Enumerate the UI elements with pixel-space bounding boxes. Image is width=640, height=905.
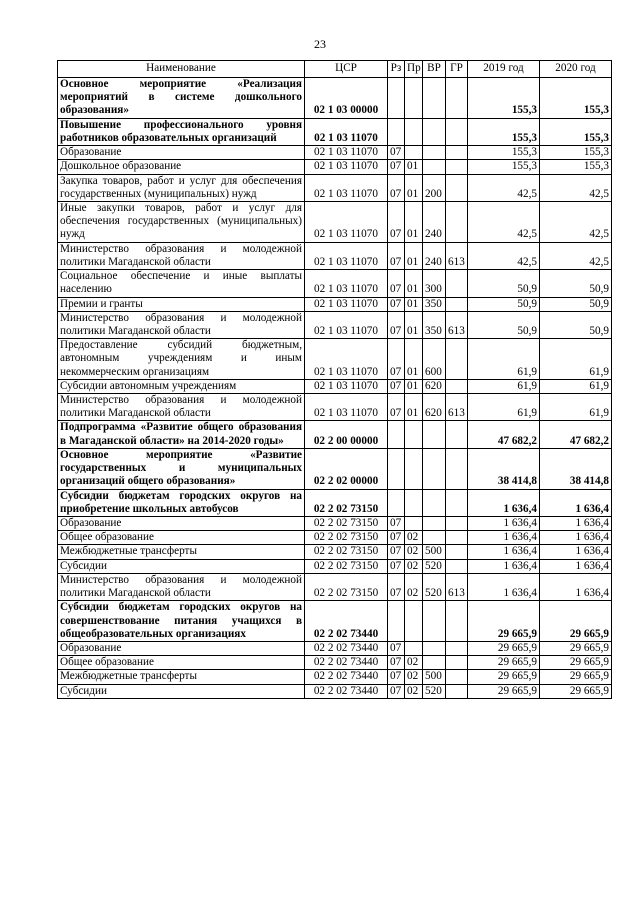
table-header-row bbox=[58, 61, 612, 78]
row-name: Субсидии bbox=[58, 559, 305, 573]
row-rz: 07 bbox=[388, 531, 405, 545]
row-gr bbox=[446, 489, 468, 516]
row-amount-2019: 29 665,9 bbox=[468, 641, 540, 655]
row-vr bbox=[423, 641, 446, 655]
row-name: Образование bbox=[58, 146, 305, 160]
row-csr: 02 1 03 11070 bbox=[305, 270, 388, 297]
row-gr: 613 bbox=[446, 573, 468, 600]
table-row bbox=[58, 601, 612, 642]
row-vr: 350 bbox=[423, 311, 446, 338]
row-amount-2019: 61,9 bbox=[468, 394, 540, 421]
header-vr: ВР bbox=[423, 61, 446, 78]
row-amount-2019: 1 636,4 bbox=[468, 559, 540, 573]
row-amount-2020: 155,3 bbox=[540, 78, 612, 119]
row-amount-2020: 61,9 bbox=[540, 379, 612, 393]
table-row bbox=[58, 531, 612, 545]
row-name: Субсидии бюджетам городских округов на приобретение школьных автобусов bbox=[58, 489, 305, 516]
row-amount-2020: 1 636,4 bbox=[540, 531, 612, 545]
row-amount-2019: 42,5 bbox=[468, 242, 540, 269]
row-rz: 07 bbox=[388, 641, 405, 655]
row-name: Министерство образования и молодежной политики Магаданской области bbox=[58, 394, 305, 421]
row-gr bbox=[446, 146, 468, 160]
row-pr: 02 bbox=[405, 559, 423, 573]
row-gr: 613 bbox=[446, 242, 468, 269]
row-amount-2019: 1 636,4 bbox=[468, 545, 540, 559]
row-pr: 01 bbox=[405, 339, 423, 380]
row-csr: 02 1 03 11070 bbox=[305, 379, 388, 393]
row-name: Субсидии бюджетам городских округов на совершенствование питания учащихся в общеобразовательных организациях bbox=[58, 601, 305, 642]
row-name: Премии и гранты bbox=[58, 297, 305, 311]
row-gr bbox=[446, 78, 468, 119]
row-amount-2019: 29 665,9 bbox=[468, 601, 540, 642]
header-name: Наименование bbox=[58, 61, 305, 78]
row-amount-2019: 42,5 bbox=[468, 174, 540, 201]
row-name: Закупка товаров, работ и услуг для обеспечения государственных (муниципальных) нужд bbox=[58, 174, 305, 201]
row-amount-2019: 29 665,9 bbox=[468, 670, 540, 684]
row-gr bbox=[446, 421, 468, 448]
row-vr bbox=[423, 601, 446, 642]
row-amount-2020: 38 414,8 bbox=[540, 448, 612, 489]
row-vr bbox=[423, 489, 446, 516]
row-amount-2019: 47 682,2 bbox=[468, 421, 540, 448]
row-amount-2019: 29 665,9 bbox=[468, 656, 540, 670]
row-vr bbox=[423, 421, 446, 448]
row-amount-2020: 47 682,2 bbox=[540, 421, 612, 448]
row-amount-2020: 1 636,4 bbox=[540, 545, 612, 559]
row-name: Министерство образования и молодежной политики Магаданской области bbox=[58, 573, 305, 600]
table-row bbox=[58, 78, 612, 119]
row-amount-2019: 1 636,4 bbox=[468, 489, 540, 516]
row-amount-2019: 155,3 bbox=[468, 146, 540, 160]
row-gr bbox=[446, 531, 468, 545]
row-gr bbox=[446, 601, 468, 642]
table-row bbox=[58, 174, 612, 201]
row-amount-2020: 29 665,9 bbox=[540, 670, 612, 684]
table-row bbox=[58, 394, 612, 421]
row-pr: 01 bbox=[405, 311, 423, 338]
row-amount-2020: 1 636,4 bbox=[540, 489, 612, 516]
table-row bbox=[58, 201, 612, 242]
row-name: Межбюджетные трансферты bbox=[58, 545, 305, 559]
row-rz: 07 bbox=[388, 146, 405, 160]
table-row bbox=[58, 160, 612, 174]
table-row bbox=[58, 670, 612, 684]
row-amount-2020: 61,9 bbox=[540, 339, 612, 380]
row-rz: 07 bbox=[388, 174, 405, 201]
row-vr bbox=[423, 118, 446, 145]
header-rz: Рз bbox=[388, 61, 405, 78]
row-csr: 02 1 03 11070 bbox=[305, 118, 388, 145]
row-vr: 500 bbox=[423, 545, 446, 559]
table-row bbox=[58, 421, 612, 448]
row-csr: 02 2 02 73150 bbox=[305, 545, 388, 559]
row-rz: 07 bbox=[388, 311, 405, 338]
row-csr: 02 2 02 73150 bbox=[305, 559, 388, 573]
row-gr bbox=[446, 670, 468, 684]
row-csr: 02 2 02 73440 bbox=[305, 641, 388, 655]
row-name: Повышение профессионального уровня работников образовательных организаций bbox=[58, 118, 305, 145]
row-amount-2019: 29 665,9 bbox=[468, 684, 540, 698]
row-csr: 02 1 03 00000 bbox=[305, 78, 388, 119]
row-amount-2019: 38 414,8 bbox=[468, 448, 540, 489]
header-gr: ГР bbox=[446, 61, 468, 78]
row-vr: 500 bbox=[423, 670, 446, 684]
row-csr: 02 1 03 11070 bbox=[305, 311, 388, 338]
row-amount-2020: 61,9 bbox=[540, 394, 612, 421]
header-pr: Пр bbox=[405, 61, 423, 78]
row-csr: 02 2 02 73440 bbox=[305, 684, 388, 698]
row-csr: 02 2 02 73150 bbox=[305, 573, 388, 600]
row-amount-2019: 1 636,4 bbox=[468, 531, 540, 545]
row-vr bbox=[423, 656, 446, 670]
row-name: Министерство образования и молодежной политики Магаданской области bbox=[58, 242, 305, 269]
row-rz bbox=[388, 489, 405, 516]
row-gr bbox=[446, 160, 468, 174]
row-csr: 02 2 00 00000 bbox=[305, 421, 388, 448]
row-rz: 07 bbox=[388, 656, 405, 670]
row-name: Министерство образования и молодежной политики Магаданской области bbox=[58, 311, 305, 338]
row-pr bbox=[405, 421, 423, 448]
row-gr bbox=[446, 517, 468, 531]
row-pr bbox=[405, 448, 423, 489]
row-rz: 07 bbox=[388, 270, 405, 297]
row-vr: 520 bbox=[423, 684, 446, 698]
row-csr: 02 1 03 11070 bbox=[305, 394, 388, 421]
row-gr bbox=[446, 297, 468, 311]
row-rz: 07 bbox=[388, 379, 405, 393]
row-csr: 02 2 02 73150 bbox=[305, 517, 388, 531]
budget-table bbox=[57, 60, 612, 699]
table-row bbox=[58, 489, 612, 516]
row-csr: 02 2 02 73150 bbox=[305, 531, 388, 545]
row-amount-2019: 42,5 bbox=[468, 201, 540, 242]
row-rz: 07 bbox=[388, 339, 405, 380]
row-name: Дошкольное образование bbox=[58, 160, 305, 174]
row-vr: 520 bbox=[423, 573, 446, 600]
row-rz: 07 bbox=[388, 573, 405, 600]
row-rz bbox=[388, 448, 405, 489]
row-pr: 02 bbox=[405, 573, 423, 600]
row-amount-2019: 1 636,4 bbox=[468, 517, 540, 531]
row-vr bbox=[423, 531, 446, 545]
table-row bbox=[58, 270, 612, 297]
row-gr bbox=[446, 656, 468, 670]
row-amount-2020: 50,9 bbox=[540, 297, 612, 311]
row-vr bbox=[423, 146, 446, 160]
table-row bbox=[58, 379, 612, 393]
row-amount-2020: 29 665,9 bbox=[540, 641, 612, 655]
row-rz bbox=[388, 421, 405, 448]
row-name: Субсидии bbox=[58, 684, 305, 698]
row-gr bbox=[446, 174, 468, 201]
row-gr bbox=[446, 201, 468, 242]
row-vr bbox=[423, 160, 446, 174]
row-gr bbox=[446, 559, 468, 573]
row-pr: 02 bbox=[405, 684, 423, 698]
row-pr bbox=[405, 78, 423, 119]
row-gr bbox=[446, 118, 468, 145]
row-csr: 02 1 03 11070 bbox=[305, 174, 388, 201]
row-rz: 07 bbox=[388, 297, 405, 311]
row-vr: 620 bbox=[423, 379, 446, 393]
row-csr: 02 2 02 73440 bbox=[305, 670, 388, 684]
row-vr: 520 bbox=[423, 559, 446, 573]
row-pr bbox=[405, 517, 423, 531]
row-vr: 240 bbox=[423, 242, 446, 269]
row-pr: 02 bbox=[405, 670, 423, 684]
row-rz: 07 bbox=[388, 559, 405, 573]
table-row bbox=[58, 297, 612, 311]
row-vr bbox=[423, 517, 446, 531]
row-amount-2019: 50,9 bbox=[468, 311, 540, 338]
row-pr: 01 bbox=[405, 160, 423, 174]
row-amount-2020: 155,3 bbox=[540, 160, 612, 174]
table-row bbox=[58, 573, 612, 600]
row-amount-2019: 155,3 bbox=[468, 78, 540, 119]
row-amount-2020: 29 665,9 bbox=[540, 601, 612, 642]
row-gr: 613 bbox=[446, 311, 468, 338]
row-amount-2019: 50,9 bbox=[468, 297, 540, 311]
row-name: Подпрограмма «Развитие общего образования в Магаданской области» на 2014-2020 годы» bbox=[58, 421, 305, 448]
row-vr: 240 bbox=[423, 201, 446, 242]
table-row bbox=[58, 684, 612, 698]
row-amount-2020: 155,3 bbox=[540, 118, 612, 145]
row-amount-2020: 50,9 bbox=[540, 311, 612, 338]
row-gr bbox=[446, 545, 468, 559]
row-amount-2020: 42,5 bbox=[540, 174, 612, 201]
row-vr: 300 bbox=[423, 270, 446, 297]
row-name: Основное мероприятие «Развитие государственных и муниципальных организаций общего образования» bbox=[58, 448, 305, 489]
row-pr: 01 bbox=[405, 174, 423, 201]
row-rz: 07 bbox=[388, 545, 405, 559]
row-csr: 02 2 02 00000 bbox=[305, 448, 388, 489]
row-name: Общее образование bbox=[58, 531, 305, 545]
row-name: Предоставление субсидий бюджетным, автономным учреждениям и иным некоммерческим организациям bbox=[58, 339, 305, 380]
row-pr: 01 bbox=[405, 394, 423, 421]
row-amount-2020: 29 665,9 bbox=[540, 656, 612, 670]
row-csr: 02 2 02 73150 bbox=[305, 489, 388, 516]
table-row bbox=[58, 545, 612, 559]
row-csr: 02 1 03 11070 bbox=[305, 297, 388, 311]
row-amount-2019: 61,9 bbox=[468, 339, 540, 380]
row-csr: 02 1 03 11070 bbox=[305, 339, 388, 380]
row-amount-2020: 1 636,4 bbox=[540, 517, 612, 531]
row-name: Иные закупки товаров, работ и услуг для обеспечения государственных (муниципальных) нужд bbox=[58, 201, 305, 242]
row-amount-2019: 61,9 bbox=[468, 379, 540, 393]
row-rz bbox=[388, 78, 405, 119]
row-amount-2020: 1 636,4 bbox=[540, 559, 612, 573]
row-vr bbox=[423, 78, 446, 119]
row-vr: 350 bbox=[423, 297, 446, 311]
row-pr bbox=[405, 146, 423, 160]
row-amount-2019: 50,9 bbox=[468, 270, 540, 297]
row-rz: 07 bbox=[388, 394, 405, 421]
table-row bbox=[58, 311, 612, 338]
table-row bbox=[58, 448, 612, 489]
row-name: Образование bbox=[58, 641, 305, 655]
row-pr: 01 bbox=[405, 270, 423, 297]
table-row bbox=[58, 146, 612, 160]
row-rz: 07 bbox=[388, 201, 405, 242]
row-csr: 02 1 03 11070 bbox=[305, 242, 388, 269]
header-2020: 2020 год bbox=[540, 61, 612, 78]
row-rz: 07 bbox=[388, 517, 405, 531]
row-name: Субсидии автономным учреждениям bbox=[58, 379, 305, 393]
row-gr: 613 bbox=[446, 394, 468, 421]
table-row bbox=[58, 641, 612, 655]
row-pr: 01 bbox=[405, 297, 423, 311]
row-pr: 02 bbox=[405, 531, 423, 545]
row-pr: 01 bbox=[405, 242, 423, 269]
row-rz: 07 bbox=[388, 160, 405, 174]
row-rz: 07 bbox=[388, 684, 405, 698]
row-csr: 02 2 02 73440 bbox=[305, 601, 388, 642]
row-amount-2019: 155,3 bbox=[468, 118, 540, 145]
row-csr: 02 1 03 11070 bbox=[305, 201, 388, 242]
row-gr bbox=[446, 684, 468, 698]
row-vr: 620 bbox=[423, 394, 446, 421]
row-name: Межбюджетные трансферты bbox=[58, 670, 305, 684]
row-name: Основное мероприятие «Реализация мероприятий в системе дошкольного образования» bbox=[58, 78, 305, 119]
row-amount-2020: 42,5 bbox=[540, 201, 612, 242]
row-amount-2020: 42,5 bbox=[540, 242, 612, 269]
row-amount-2019: 1 636,4 bbox=[468, 573, 540, 600]
row-vr: 200 bbox=[423, 174, 446, 201]
row-rz: 07 bbox=[388, 670, 405, 684]
row-rz: 07 bbox=[388, 242, 405, 269]
row-csr: 02 2 02 73440 bbox=[305, 656, 388, 670]
table-row bbox=[58, 242, 612, 269]
row-name: Образование bbox=[58, 517, 305, 531]
row-pr: 01 bbox=[405, 379, 423, 393]
row-rz bbox=[388, 601, 405, 642]
row-amount-2020: 1 636,4 bbox=[540, 573, 612, 600]
row-gr bbox=[446, 448, 468, 489]
row-name: Социальное обеспечение и иные выплаты населению bbox=[58, 270, 305, 297]
row-rz bbox=[388, 118, 405, 145]
row-csr: 02 1 03 11070 bbox=[305, 160, 388, 174]
table-row bbox=[58, 656, 612, 670]
table-body bbox=[58, 78, 612, 699]
row-pr: 02 bbox=[405, 656, 423, 670]
row-gr bbox=[446, 641, 468, 655]
row-amount-2020: 50,9 bbox=[540, 270, 612, 297]
row-pr: 02 bbox=[405, 545, 423, 559]
row-pr bbox=[405, 489, 423, 516]
row-amount-2020: 29 665,9 bbox=[540, 684, 612, 698]
row-gr bbox=[446, 270, 468, 297]
table-row bbox=[58, 559, 612, 573]
row-pr bbox=[405, 601, 423, 642]
table-row bbox=[58, 517, 612, 531]
row-pr bbox=[405, 118, 423, 145]
row-pr: 01 bbox=[405, 201, 423, 242]
row-vr: 600 bbox=[423, 339, 446, 380]
row-gr bbox=[446, 379, 468, 393]
page-number: 23 bbox=[314, 37, 326, 51]
row-vr bbox=[423, 448, 446, 489]
row-amount-2019: 155,3 bbox=[468, 160, 540, 174]
header-csr: ЦСР bbox=[305, 61, 388, 78]
table-row bbox=[58, 339, 612, 380]
header-2019: 2019 год bbox=[468, 61, 540, 78]
row-amount-2020: 155,3 bbox=[540, 146, 612, 160]
row-gr bbox=[446, 339, 468, 380]
table-row bbox=[58, 118, 612, 145]
row-csr: 02 1 03 11070 bbox=[305, 146, 388, 160]
row-name: Общее образование bbox=[58, 656, 305, 670]
row-pr bbox=[405, 641, 423, 655]
